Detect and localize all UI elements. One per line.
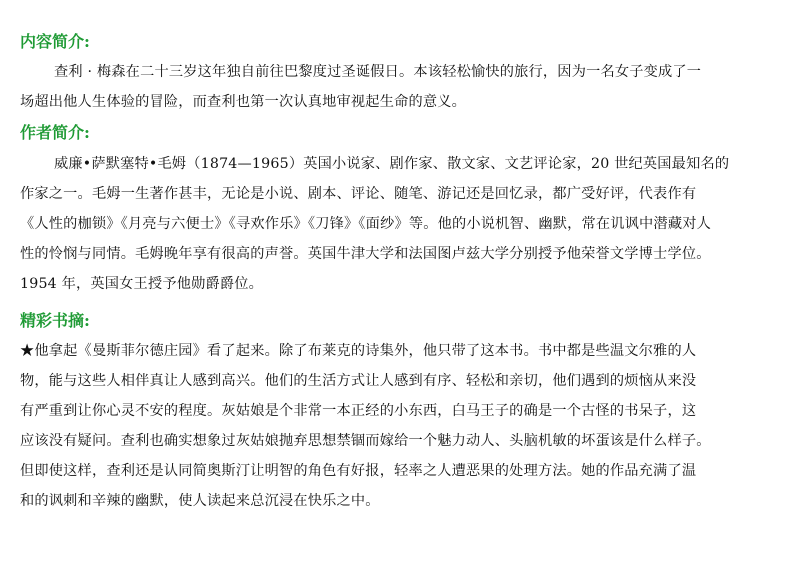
excerpt-line-4: 应该没有疑问。查利也确实想象过灰姑娘抛弃思想禁锢而嫁给一个魅力动人、头脑机敏的坏蛋该是什么样子。 <box>20 433 711 449</box>
excerpt-line-6: 和的讽刺和辛辣的幽默，使人读起来总沉浸在快乐之中。 <box>20 493 380 509</box>
excerpt-heading: 精彩书摘: <box>20 311 90 330</box>
intro-heading: 内容简介: <box>20 32 90 51</box>
author-heading: 作者简介: <box>20 123 90 142</box>
excerpt-line-3: 有严重到让你心灵不安的程度。灰姑娘是个非常一本正经的小东西，白马王子的确是一个古怪的书呆子，这 <box>20 403 697 419</box>
intro-line-1: 查利 · 梅森在二十三岁这年独自前往巴黎度过圣诞假日。本该轻松愉快的旅行，因为一名女子变成了一 <box>54 64 702 80</box>
intro-line-2: 场超出他人生体验的冒险，而查利也第一次认真地审视起生命的意义。 <box>20 94 467 110</box>
author-line-4: 性的怜悯与同情。毛姆晚年享有很高的声誉。英国牛津大学和法国图卢兹大学分别授予他荣誉文学博士学位。 <box>20 246 711 262</box>
excerpt-line-5: 但即使这样，查利还是认同简奥斯汀让明智的角色有好报，轻率之人遭恶果的处理方法。她的作品充满了温 <box>20 463 697 479</box>
author-line-5: 1954 年，英国女王授予他勋爵爵位。 <box>20 276 264 292</box>
excerpt-line-1: ★他拿起《曼斯菲尔德庄园》看了起来。除了布莱克的诗集外，他只带了这本书。书中都是些温文尔雅的人 <box>20 343 697 359</box>
author-line-2: 作家之一。毛姆一生著作甚丰，无论是小说、剧本、评论、随笔、游记还是回忆录，都广受好评，代表作有 <box>20 186 697 202</box>
author-line-3: 《人性的枷锁》《月亮与六便士》《寻欢作乐》《刀锋》《面纱》等。他的小说机智、幽默，常在讥讽中潜藏对人 <box>20 216 711 232</box>
author-line-1: 威廉•萨默塞特•毛姆（1874—1965）英国小说家、剧作家、散文家、文艺评论家，20 世纪英国最知名的 <box>54 156 730 172</box>
excerpt-line-2: 物，能与这些人相伴真让人感到高兴。他们的生活方式让人感到有序、轻松和亲切，他们遇到的烦恼从来没 <box>20 373 697 389</box>
